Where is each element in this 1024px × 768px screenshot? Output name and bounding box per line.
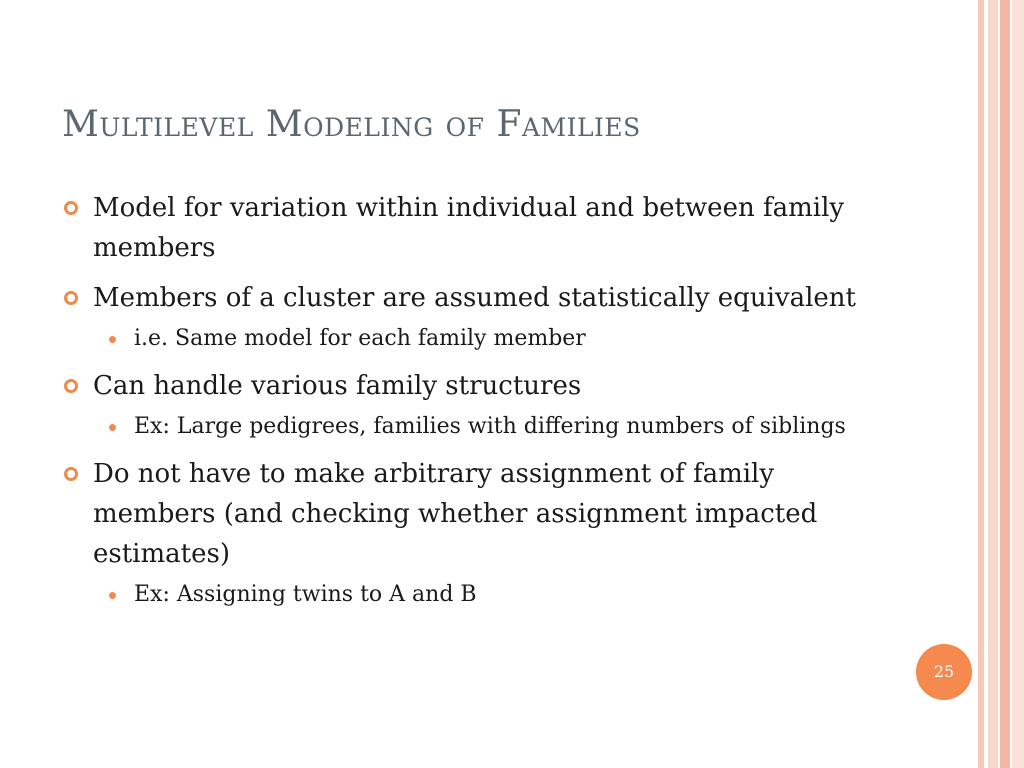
bullet-list [62, 188, 862, 612]
slide-title: Multilevel Modeling of Families [62, 104, 641, 145]
sub-bullet-text: Ex: Large pedigrees, families with differing numbers of siblings [134, 414, 846, 439]
decorative-stripe [988, 0, 998, 768]
dot-bullet-icon [109, 336, 116, 343]
ring-bullet-icon [64, 467, 78, 481]
sub-bullet-list [93, 410, 862, 444]
sub-bullet-item [93, 578, 862, 612]
ring-bullet-icon [64, 201, 78, 215]
ring-bullet-icon [64, 291, 78, 305]
bullet-text: Can handle various family structures [93, 371, 582, 401]
sub-bullet-list [93, 322, 862, 356]
decorative-stripe [978, 0, 984, 768]
sub-bullet-item [93, 322, 862, 356]
bullet-text: Members of a cluster are assumed statistically equivalent [93, 283, 856, 313]
sub-bullet-item [93, 410, 862, 444]
sub-bullet-text: i.e. Same model for each family member [134, 326, 586, 351]
slide-body [62, 188, 862, 622]
sub-bullet-text: Ex: Assigning twins to A and B [134, 582, 477, 607]
decorative-stripe [1012, 0, 1024, 768]
page-number-badge: 25 [916, 644, 972, 700]
dot-bullet-icon [109, 592, 116, 599]
dot-bullet-icon [109, 424, 116, 431]
bullet-item [62, 278, 862, 356]
ring-bullet-icon [64, 379, 78, 393]
bullet-item [62, 454, 862, 612]
bullet-item [62, 188, 862, 268]
bullet-text: Do not have to make arbitrary assignment of family members (and checking whether assignment impacted estimates) [93, 459, 818, 569]
sub-bullet-list [93, 578, 862, 612]
bullet-text: Model for variation within individual and between family members [93, 193, 845, 263]
bullet-item [62, 366, 862, 444]
decorative-stripe [1000, 0, 1010, 768]
